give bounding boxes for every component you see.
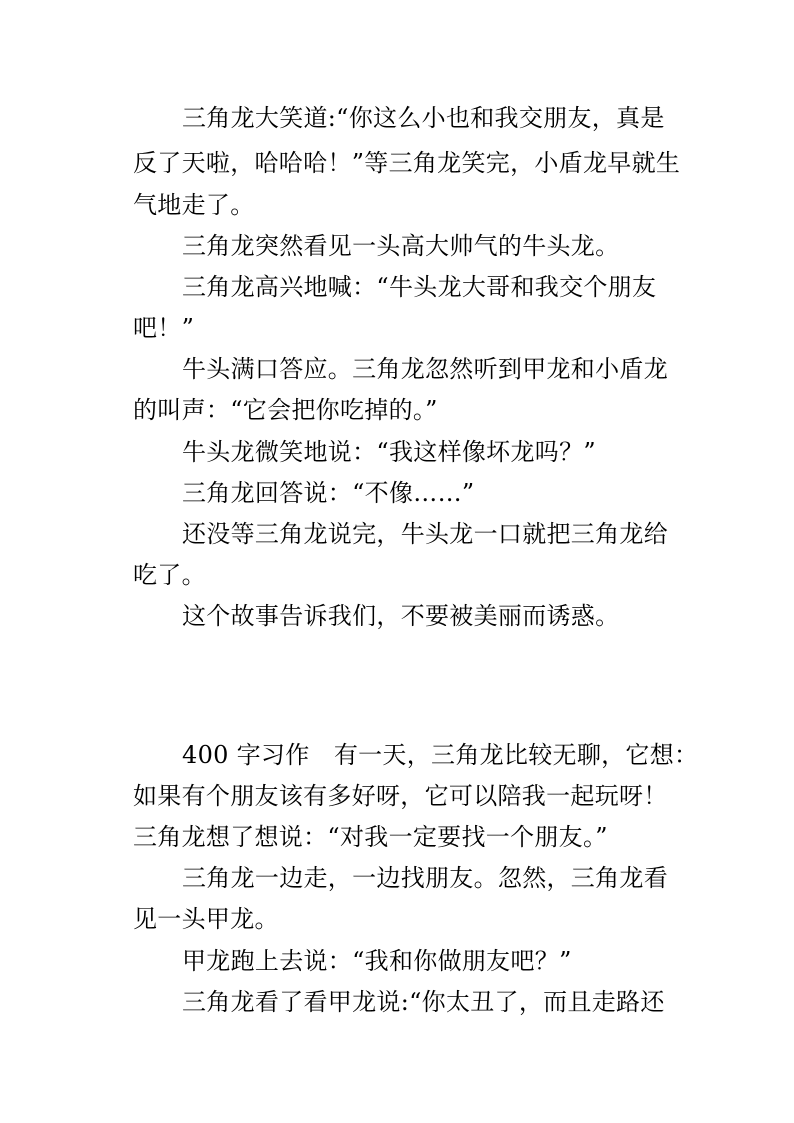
text-line: 甲龙跑上去说：“我和你做朋友吧？” bbox=[182, 947, 572, 975]
text-line: 三角龙突然看见一头高大帅气的牛头龙。 bbox=[182, 232, 620, 260]
text-line: 见一头甲龙。 bbox=[133, 905, 279, 933]
text-line: 三角龙想了想说：“对我一定要找一个朋友。” bbox=[133, 823, 608, 851]
text-line: 这个故事告诉我们，不要被美丽而诱惑。 bbox=[182, 602, 620, 630]
text-line: 吧！” bbox=[133, 314, 195, 342]
text-line: 反了天啦，哈哈哈！”等三角龙笑完，小盾龙早就生 bbox=[133, 149, 681, 177]
text-line: 三角龙回答说：“不像……” bbox=[182, 479, 475, 507]
text-line: 气地走了。 bbox=[133, 191, 255, 219]
text-line: 还没等三角龙说完，牛头龙一口就把三角龙给 bbox=[182, 520, 668, 548]
text-line: 牛头龙微笑地说：“我这样像坏龙吗？” bbox=[182, 438, 596, 466]
text-line: 三角龙大笑道:“你这么小也和我交朋友，真是 bbox=[182, 104, 665, 132]
text-line: 的叫声：“它会把你吃掉的。” bbox=[133, 396, 438, 424]
text-line: 牛头满口答应。三角龙忽然听到甲龙和小盾龙 bbox=[182, 355, 668, 383]
text-line: 三角龙一边走，一边找朋友。忽然，三角龙看 bbox=[182, 864, 668, 892]
text-line: 吃了。 bbox=[133, 561, 206, 589]
text-line: 400 字习作 有一天，三角龙比较无聊，它想： bbox=[182, 741, 699, 769]
text-line: 三角龙高兴地喊：“牛头龙大哥和我交个朋友 bbox=[182, 273, 657, 301]
text-line: 如果有个朋友该有多好呀，它可以陪我一起玩呀！ bbox=[133, 782, 668, 810]
text-line: 三角龙看了看甲龙说:“你太丑了，而且走路还 bbox=[182, 988, 665, 1016]
